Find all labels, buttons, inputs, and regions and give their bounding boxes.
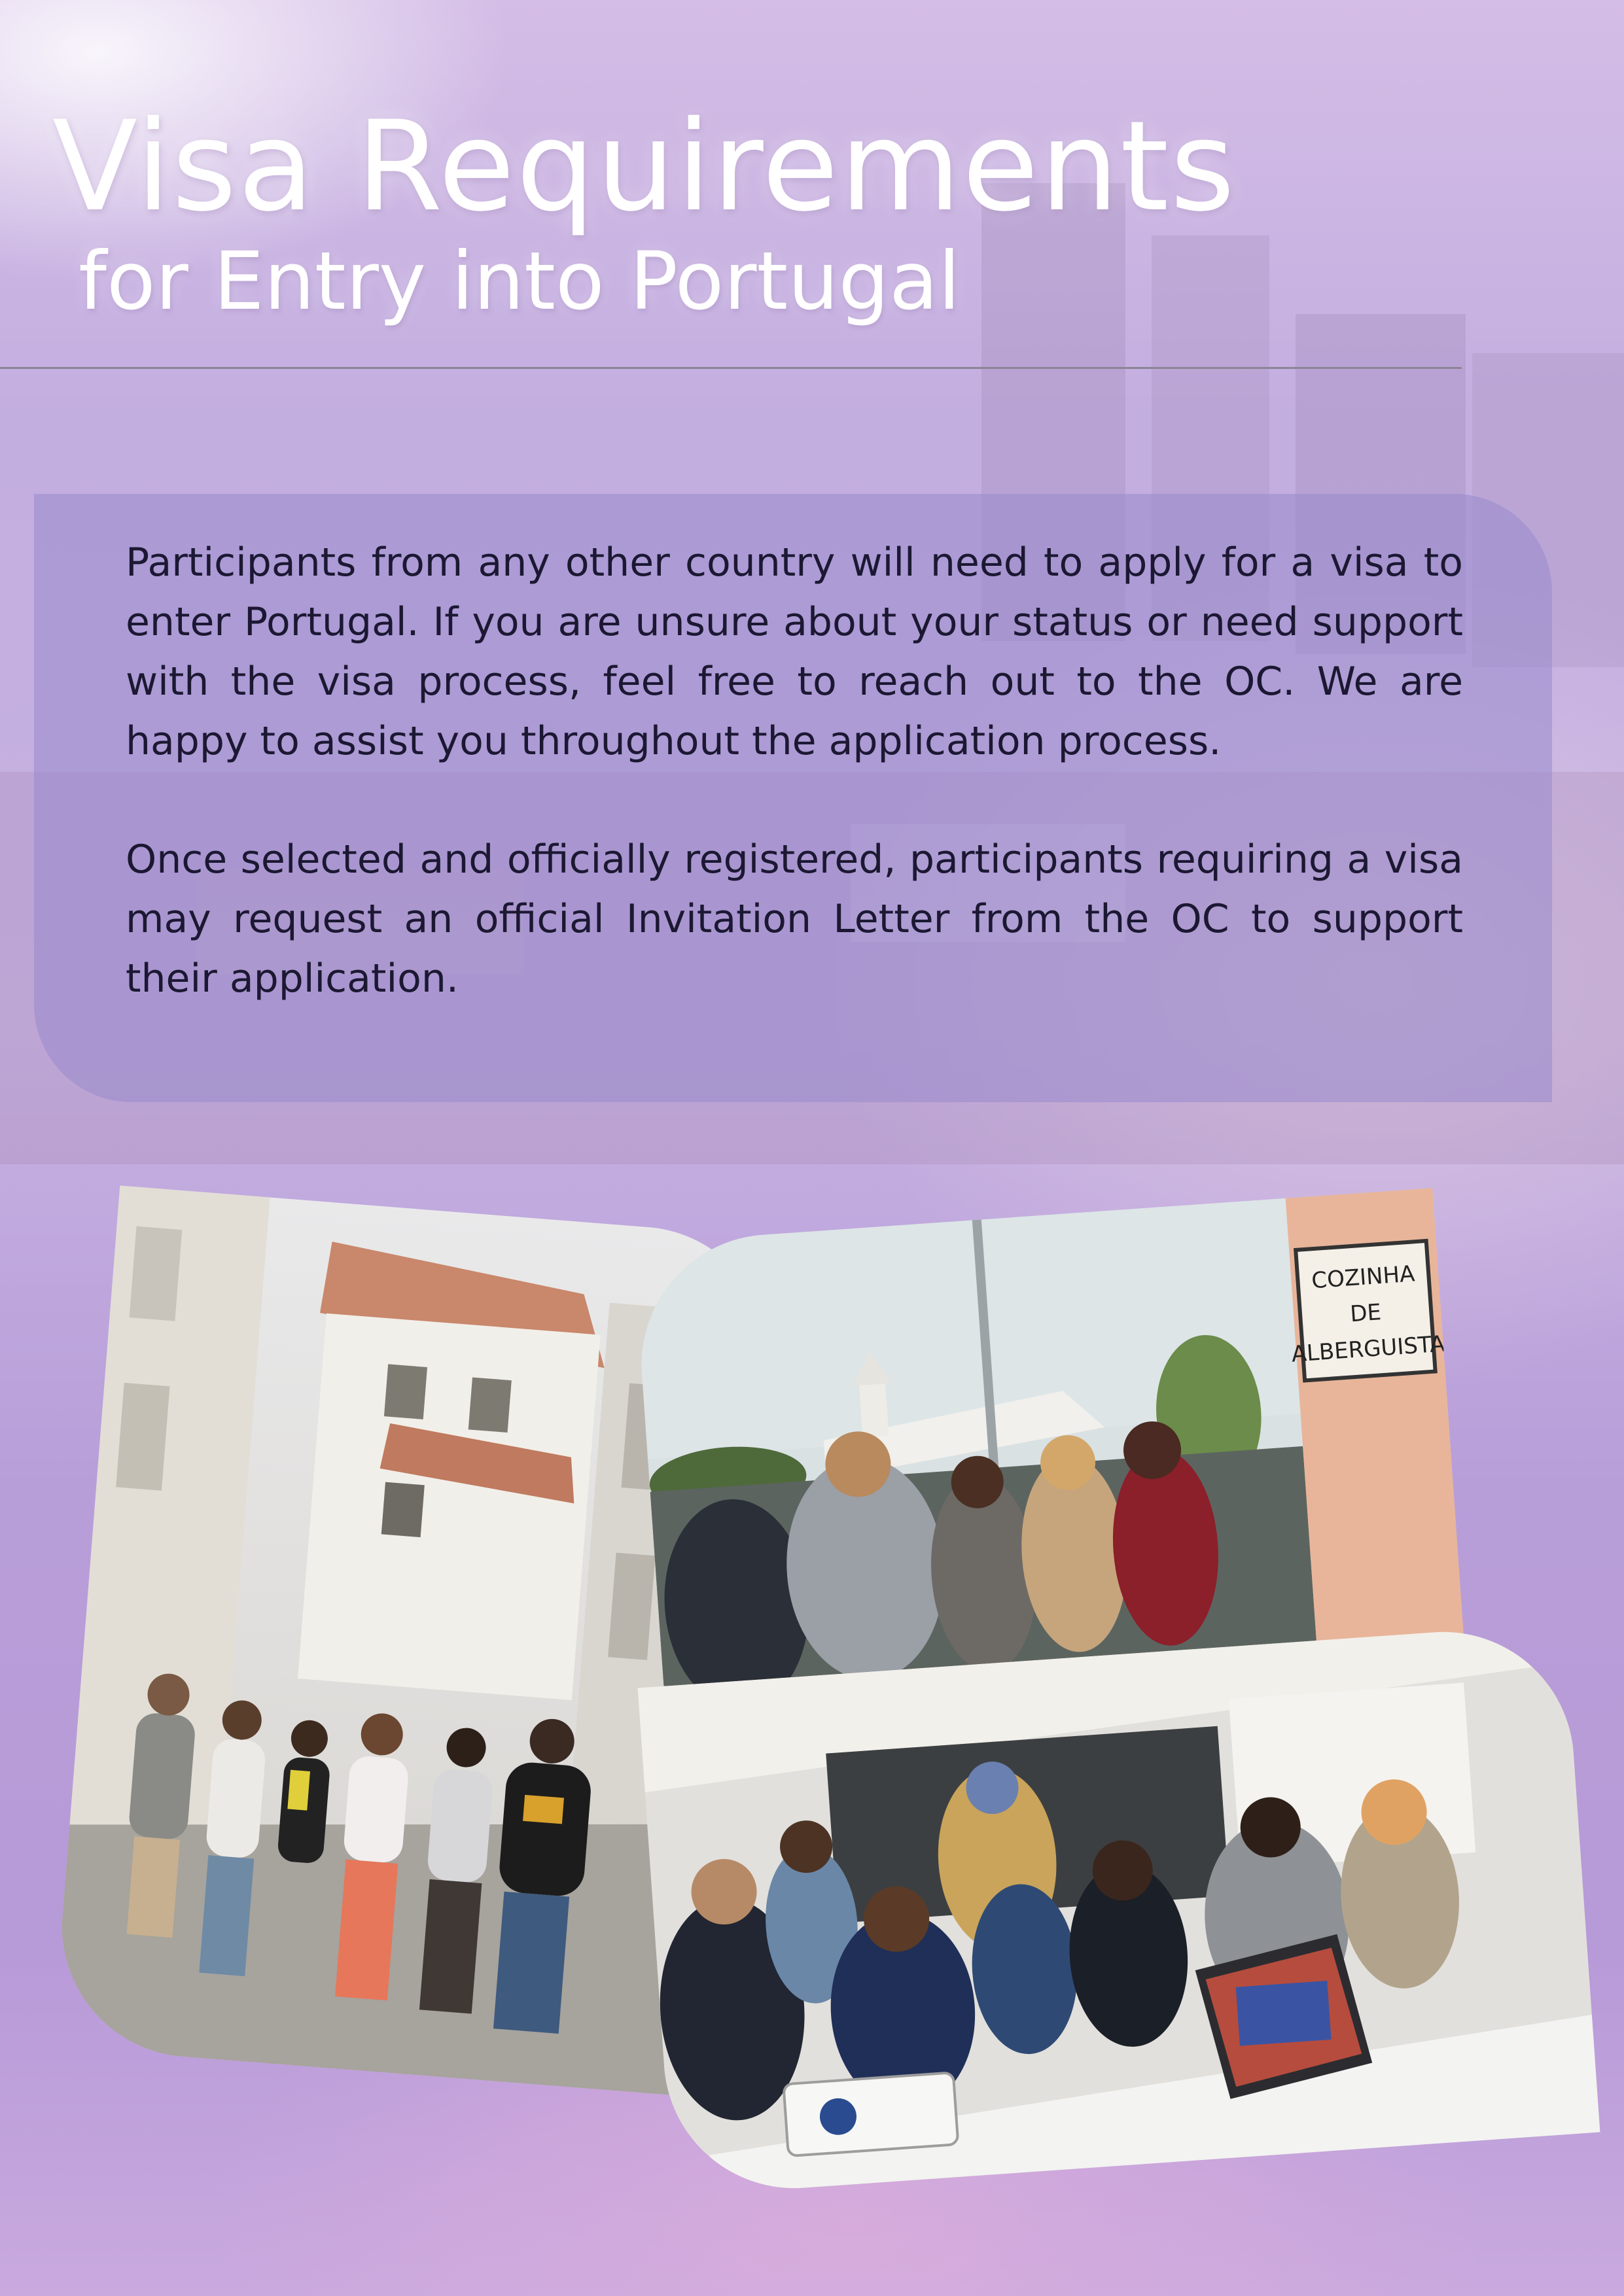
info-panel xyxy=(34,494,1552,1102)
sign-line-2: DE xyxy=(1349,1299,1383,1328)
page-title: Visa Requirements xyxy=(52,94,1237,239)
title-block xyxy=(52,94,1237,328)
sign-line-1: COZINHA xyxy=(1311,1261,1416,1295)
title-divider xyxy=(0,367,1462,369)
workshop-photo xyxy=(638,1623,1600,2197)
group-photo xyxy=(633,1188,1464,1701)
invitation-letter-paragraph: Once selected and officially registered, participants requiring a visa may request an official Invitation Letter from the OC to support their application. xyxy=(126,837,1463,1001)
sign-line-3: ALBERGUISTA xyxy=(1290,1331,1446,1368)
page-subtitle: for Entry into Portugal xyxy=(79,235,961,328)
visa-paragraph: Participants from any other country will need to apply for a visa to enter Portugal. If you are unsure about your status or need support with the visa process, feel free to reach out to the OC. We are happy to assist you throughout the application process. xyxy=(126,540,1463,764)
